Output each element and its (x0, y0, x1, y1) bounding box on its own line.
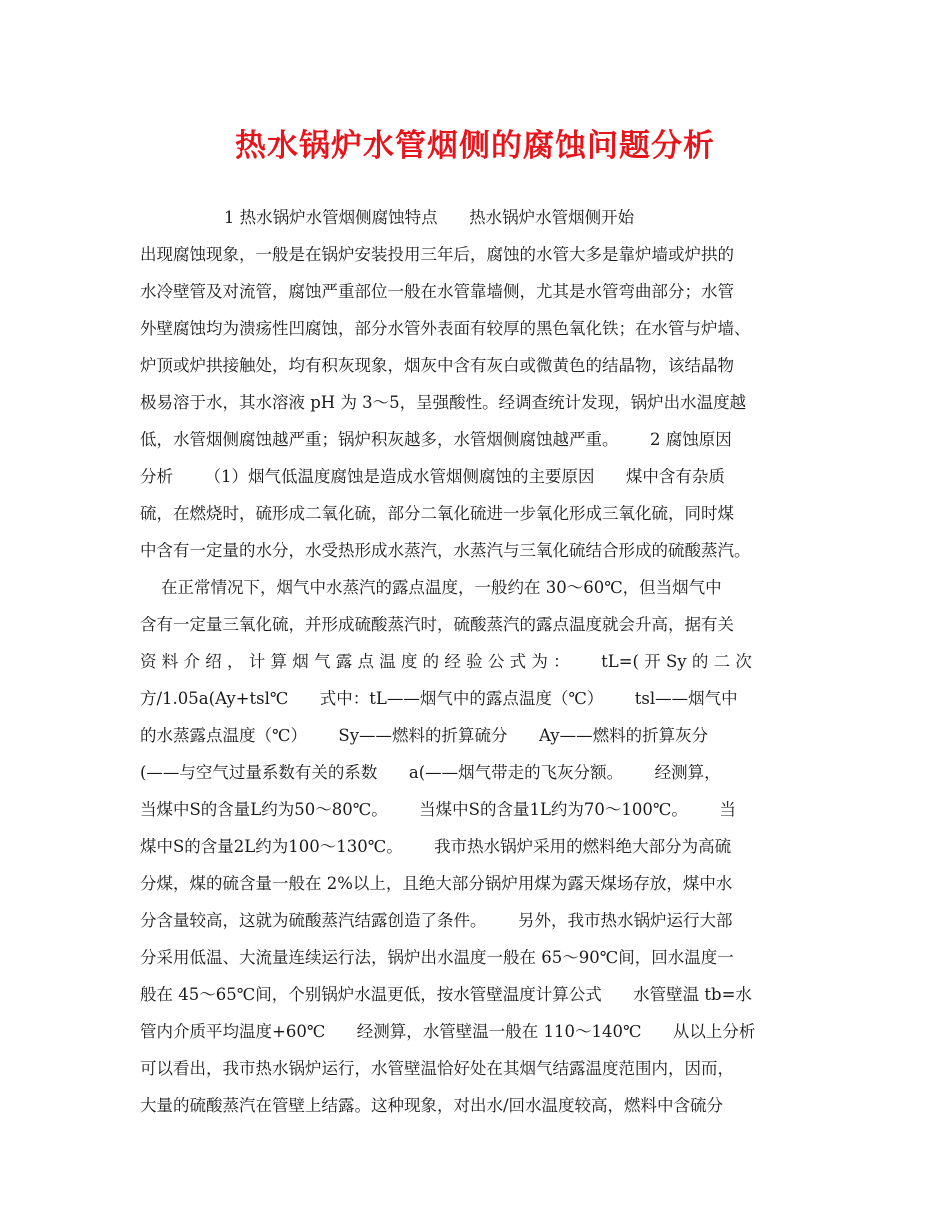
body-line-3: 水冷壁管及对流管，腐蚀严重部位一般在水管靠墙侧，尤其是水管弯曲部分；水管 (140, 282, 734, 301)
body-line-7: 低，水管烟侧腐蚀越严重；锅炉积灰越多，水管烟侧腐蚀越严重。 2 腐蚀原因 (140, 430, 732, 449)
body-line-21: 分采用低温、大流量连续运行法，锅炉出水温度一般在 65～90℃间，回水温度一 (140, 948, 734, 967)
body-line-20: 分含量较高，这就为硫酸蒸汽结露创造了条件。 另外，我市热水锅炉运行大部 (140, 911, 733, 930)
body-line-9: 硫，在燃烧时，硫形成二氧化硫，部分二氧化硫进一步氧化形成三氧化硫，同时煤 (140, 504, 734, 523)
body-line-19: 分煤，煤的硫含量一般在 2%以上，且绝大部分锅炉用煤为露天煤场存放，煤中水 (140, 874, 733, 893)
document-title: 热水锅炉水管烟侧的腐蚀问题分析 (235, 128, 715, 164)
body-line-13: 资 料 介 绍 ， 计 算 烟 气 露 点 温 度 的 经 验 公 式 为 ： tL=( 开 Sy 的 二 次 (140, 652, 752, 671)
body-line-24: 可以看出，我市热水锅炉运行，水管壁温恰好处在其烟气结露温度范围内，因而， (140, 1059, 734, 1078)
body-line-4: 外壁腐蚀均为溃疡性凹腐蚀，部分水管外表面有较厚的黑色氧化铁；在水管与炉墙、 (140, 319, 751, 338)
body-line-11: 在正常情况下，烟气中水蒸汽的露点温度，一般约在 30～60℃，但当烟气中 (140, 578, 722, 597)
body-line-14: 方/1.05a(Ay+tsl℃ 式中：tL——烟气中的露点温度（℃） tsl——烟气中 (140, 689, 738, 708)
body-line-1: 1 热水锅炉水管烟侧腐蚀特点 热水锅炉水管烟侧开始 (140, 208, 635, 227)
body-line-15: 的水蒸露点温度（℃） Sy——燃料的折算硫分 Ay——燃料的折算灰分 (140, 726, 709, 745)
body-line-18: 煤中S的含量2L约为100～130℃。 我市热水锅炉采用的燃料绝大部分为高硫 (140, 837, 732, 856)
body-line-12: 含有一定量三氧化硫，并形成硫酸蒸汽时，硫酸蒸汽的露点温度就会升高，据有关 (140, 615, 734, 634)
body-line-16: (——与空气过量系数有关的系数 a(——烟气带走的飞灰分额。 经测算， (140, 763, 721, 782)
body-line-22: 般在 45～65℃间，个别锅炉水温更低，按水管壁温度计算公式 水管壁温 tb=水 (140, 985, 752, 1004)
body-line-25: 大量的硫酸蒸汽在管壁上结露。这种现象，对出水/回水温度较高，燃料中含硫分 (140, 1096, 724, 1115)
body-line-6: 极易溶于水，其水溶液 pH 为 3～5，呈强酸性。经调查统计发现，锅炉出水温度越 (140, 393, 747, 412)
body-line-17: 当煤中S的含量L约为50～80℃。 当煤中S的含量1L约为70～100℃。 当 (140, 800, 736, 819)
body-line-8: 分析 （1）烟气低温度腐蚀是造成水管烟侧腐蚀的主要原因 煤中含有杂质 (140, 467, 725, 486)
body-line-2: 出现腐蚀现象，一般是在锅炉安装投用三年后，腐蚀的水管大多是靠炉墙或炉拱的 (140, 245, 734, 264)
body-line-5: 炉顶或炉拱接触处，均有积灰现象，烟灰中含有灰白或微黄色的结晶物，该结晶物 (140, 356, 734, 375)
body-line-23: 管内介质平均温度+60℃ 经测算，水管壁温一般在 110～140℃ 从以上分析 (140, 1022, 756, 1041)
body-line-10: 中含有一定量的水分，水受热形成水蒸汽，水蒸汽与三氧化硫结合形成的硫酸蒸汽。 (140, 541, 751, 560)
